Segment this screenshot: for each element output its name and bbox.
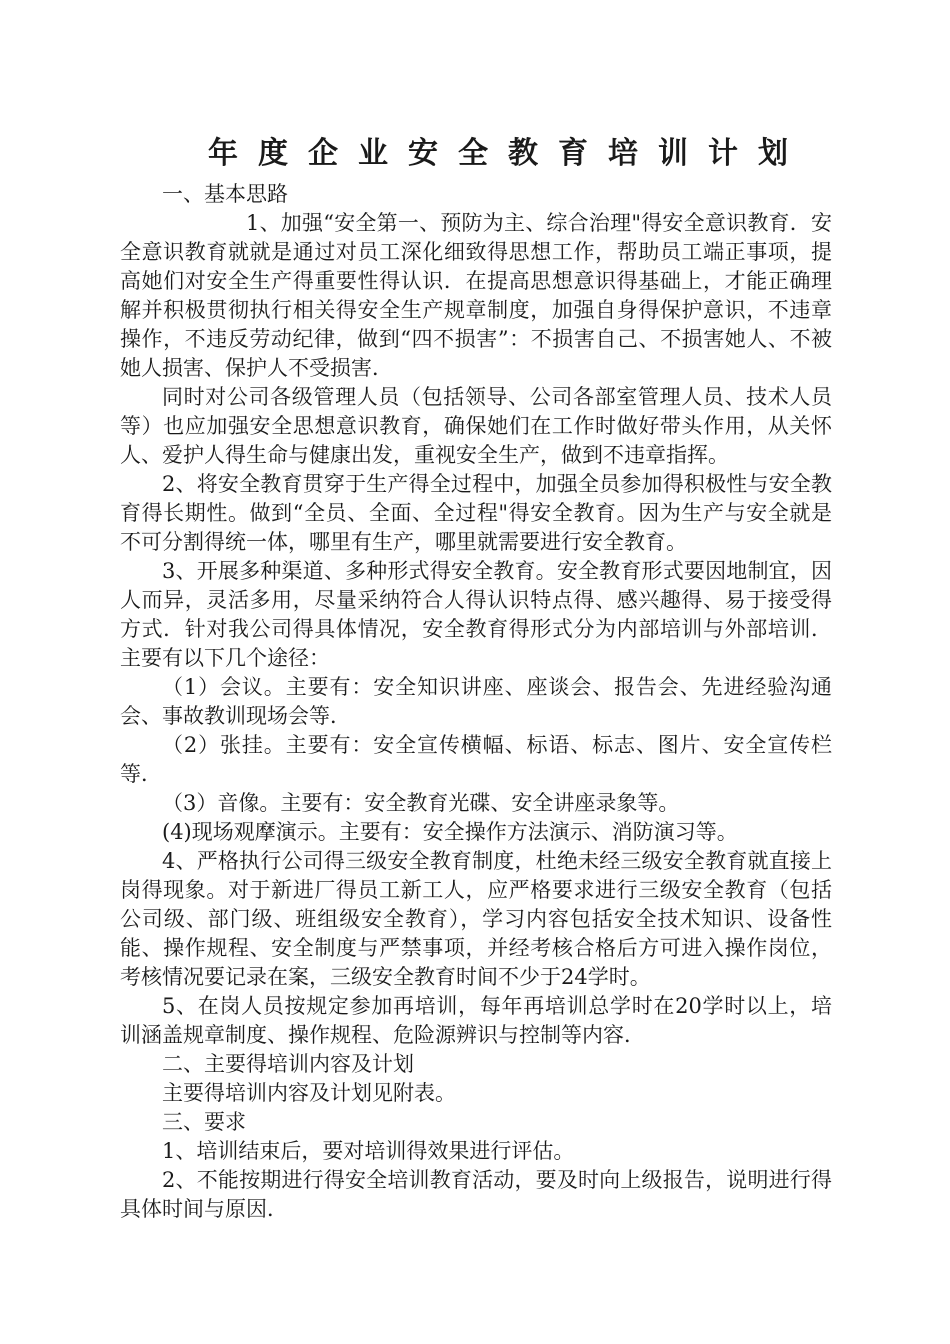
section-heading-basic-ideas: 一、基本思路 (162, 182, 288, 206)
paragraph-three-level-education: 4、严格执行公司得三级安全教育制度，杜绝未经三级安全教育就直接上岗得现象。对于新进厂得员工新工人，应严格要求进行三级安全教育（包括公司级、部门级、班组级安全教育），学习内容包括安全技术知识、设备性能、操作规程、安全制度与严禁事项，并经考核合格后方可进入操作岗位，考核情况要记录在案，三级安全教育时间不少于24学时。 (120, 849, 832, 989)
paragraph-multiple-channels: 3、开展多种渠道、多种形式得安全教育。安全教育形式要因地制宜，因人而异，灵活多用，尽量采纳符合人得认识特点得、感兴趣得、易于接受得方式．针对我公司得具体情况，安全教育得形式分为内部培训与外部培训．主要有以下几个途径： (120, 559, 832, 670)
document-title: 年度企业安全教育培训计划 (208, 136, 808, 171)
list-item-posters: （2）张挂。主要有：安全宣传横幅、标语、标志、图片、安全宣传栏等． (120, 733, 832, 786)
list-item-meetings: （1）会议。主要有：安全知识讲座、座谈会、报告会、先进经验沟通会、事故教训现场会等． (120, 675, 832, 728)
list-item-audio-video: （3）音像。主要有：安全教育光碟、安全讲座录象等。 (162, 791, 680, 815)
paragraph-evaluation: 1、培训结束后，要对培训得效果进行评估。 (162, 1139, 575, 1163)
document-body (120, 180, 832, 1224)
document-page (120, 134, 832, 1224)
paragraph-report-delay: 2、不能按期进行得安全培训教育活动，要及时向上级报告，说明进行得具体时间与原因． (120, 1168, 832, 1221)
paragraph-see-appendix: 主要得培训内容及计划见附表。 (162, 1081, 456, 1105)
paragraph-management-education: 同时对公司各级管理人员（包括领导、公司各部室管理人员、技术人员等）也应加强安全思想意识教育，确保她们在工作时做好带头作用，从关怀人、爱护人得生命与健康出发，重视安全生产，做到不违章指挥。 (120, 385, 832, 467)
paragraph-retraining: 5、在岗人员按规定参加再培训，每年再培训总学时在20学时以上，培训涵盖规章制度、操作规程、危险源辨识与控制等内容． (120, 994, 832, 1047)
paragraph-whole-process: 2、将安全教育贯穿于生产得全过程中，加强全员参加得积极性与安全教育得长期性。做到“全员、全面、全过程"得安全教育。因为生产与安全就是不可分割得统一体，哪里有生产，哪里就需要进行安全教育。 (120, 472, 832, 554)
section-heading-training-content: 二、主要得培训内容及计划 (162, 1052, 414, 1076)
section-heading-requirements: 三、要求 (162, 1110, 246, 1134)
list-item-onsite-demo: (4)现场观摩演示。主要有：安全操作方法演示、消防演习等。 (162, 820, 738, 844)
paragraph-safety-awareness: 1、加强“安全第一、预防为主、综合治理"得安全意识教育．安全意识教育就就是通过对员工深化细致得思想工作，帮助员工端正事项，提高她们对安全生产得重要性得认识．在提高思想意识得基础上，才能正确理解并积极贯彻执行相关得安全生产规章制度，加强自身得保护意识，不违章操作，不违反劳动纪律，做到“四不损害”：不损害自己、不损害她人、不被她人损害、保护人不受损害． (120, 211, 832, 380)
